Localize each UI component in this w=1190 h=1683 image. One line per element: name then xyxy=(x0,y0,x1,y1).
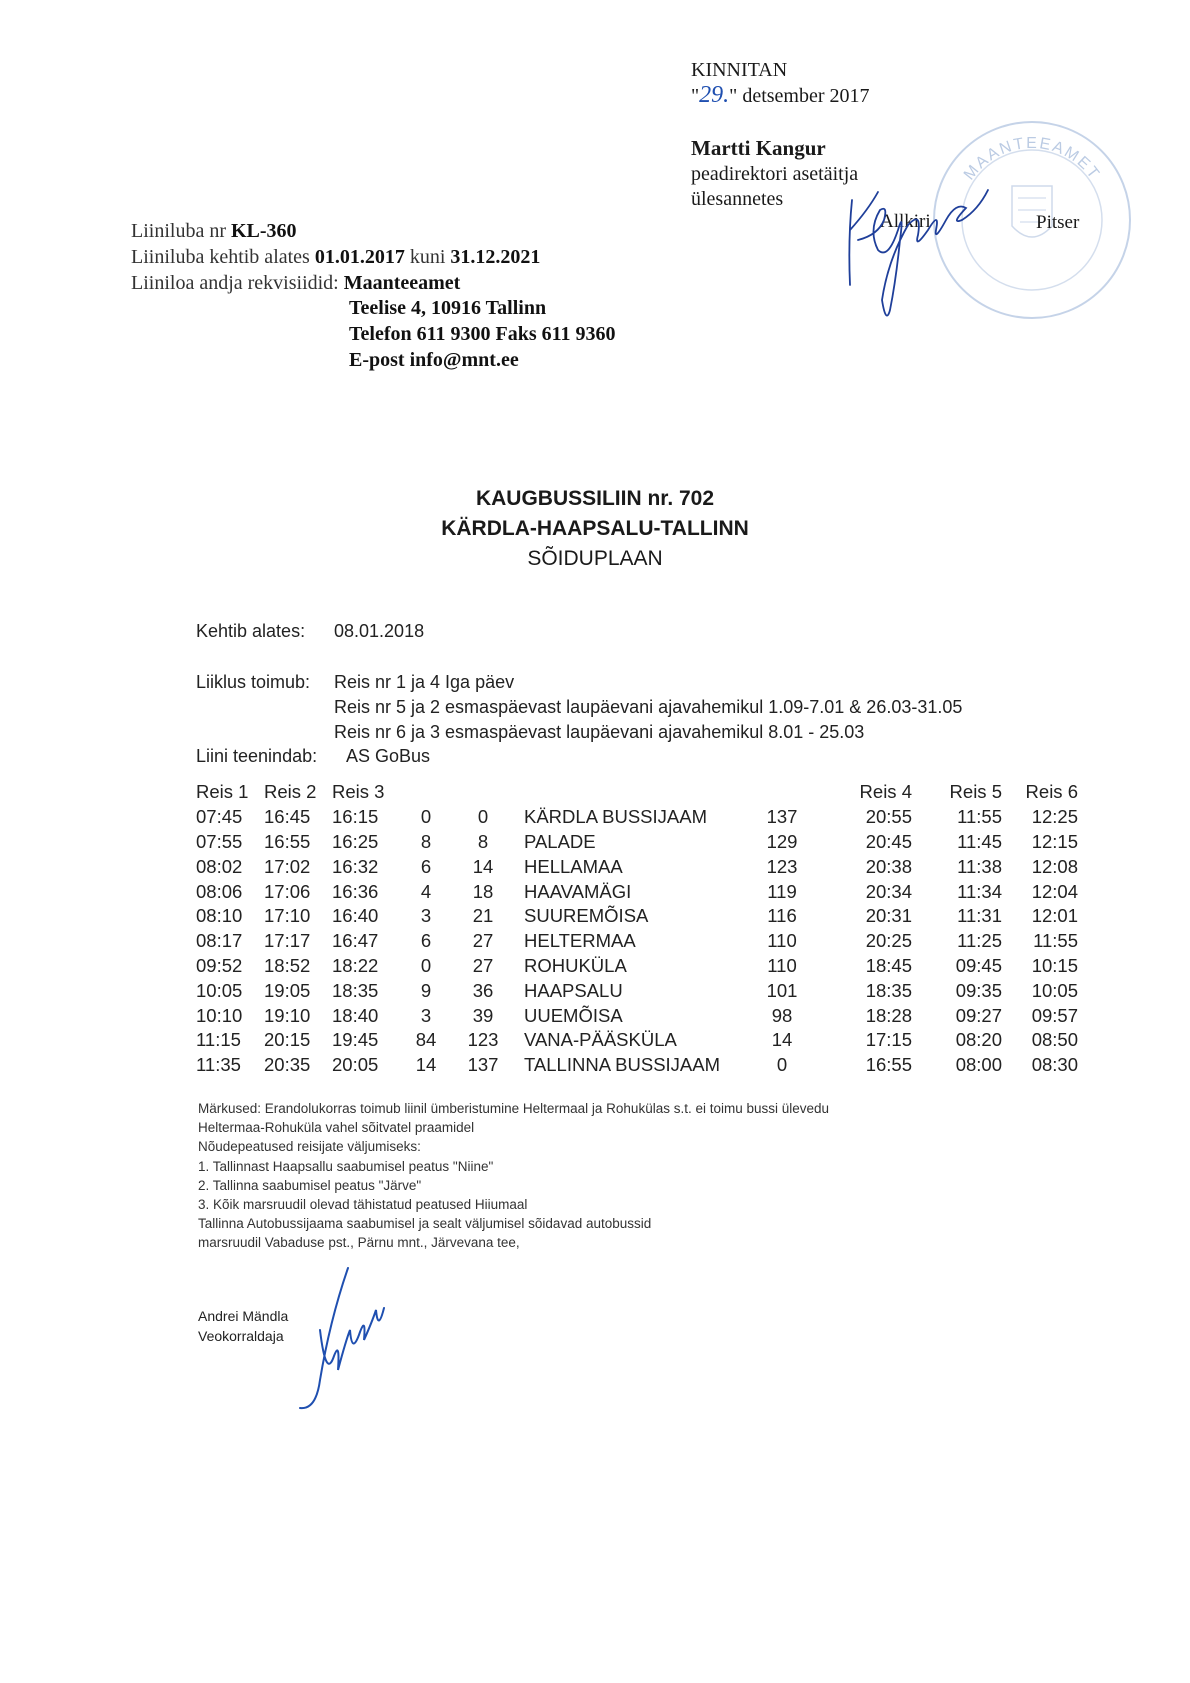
cell-reis-5: 09:45 xyxy=(955,954,1002,976)
cell-reis-6: 12:15 xyxy=(1031,830,1078,852)
cell-reis-6: 12:01 xyxy=(1031,905,1078,927)
schedule-row xyxy=(196,854,1078,879)
cell-reis-3: 16:32 xyxy=(332,855,379,877)
license-valid-from: 01.01.2017 xyxy=(314,246,405,268)
cell-stop-name: VANA-PÄÄSKÜLA xyxy=(524,1029,677,1051)
approval-date xyxy=(691,83,870,109)
cell-reverse-km: 110 xyxy=(767,930,797,952)
schedule-table xyxy=(196,780,1078,1078)
license-validity-line: Liiniluba kehtib alates 01.01.2017 kuni 31.12.2021 xyxy=(131,246,541,268)
issuer-address-block xyxy=(349,295,616,373)
cell-reis-4: 18:45 xyxy=(865,954,912,976)
schedule-row xyxy=(196,978,1078,1003)
cell-stop-name: SUUREMÕISA xyxy=(524,905,649,927)
schedule-body xyxy=(196,805,1078,1078)
svg-text:MAANTEEAMET xyxy=(961,135,1103,183)
title-line-route-name: KÄRDLA-HAAPSALU-TALLINN xyxy=(441,517,749,540)
license-valid-to: 31.12.2021 xyxy=(450,246,541,268)
operator-value: AS GoBus xyxy=(346,746,431,766)
cell-reis-1: 08:17 xyxy=(196,930,243,952)
license-number: KL-360 xyxy=(230,220,297,242)
cell-reis-1: 09:52 xyxy=(196,954,243,976)
stamp-text: MAANTEEAMET xyxy=(960,134,1104,184)
cell-reis-5: 11:45 xyxy=(957,830,1002,852)
header-reverse-km xyxy=(752,780,812,805)
cell-reis-2: 20:35 xyxy=(264,1054,311,1076)
signature-label: Allkiri xyxy=(880,211,931,232)
cell-reis-1: 08:10 xyxy=(196,905,243,927)
note-line: Heltermaa-Rohuküla vahel sõitvatel praamidel xyxy=(198,1120,475,1136)
schedule-header-row xyxy=(196,780,1078,805)
cell-cumulative-km: 27 xyxy=(472,954,494,976)
header-segment-km xyxy=(404,780,448,805)
cell-reis-3: 16:47 xyxy=(332,930,379,952)
header-reis-1: Reis 1 xyxy=(196,781,249,803)
cell-stop-name: HAAPSALU xyxy=(524,979,623,1001)
cell-cumulative-km: 21 xyxy=(472,905,494,927)
signature-bottom-icon xyxy=(280,1260,400,1420)
official-role-line1: peadirektori asetäitja xyxy=(691,163,859,185)
cell-segment-km: 14 xyxy=(415,1054,437,1076)
note-line: 2. Tallinna saabumisel peatus "Järve" xyxy=(198,1177,422,1193)
approval-heading: KINNITAN xyxy=(691,59,788,81)
cell-reis-4: 20:25 xyxy=(865,930,912,952)
cell-reis-5: 08:20 xyxy=(955,1029,1002,1051)
title-line-route-number: KAUGBUSSILIIN nr. 702 xyxy=(475,487,715,510)
header-reis-6: Reis 6 xyxy=(1025,781,1078,803)
cell-reverse-km: 98 xyxy=(771,1004,793,1026)
cell-reis-4: 20:45 xyxy=(865,830,912,852)
cell-stop-name: ROHUKÜLA xyxy=(524,954,627,976)
note-line: marsruudil Vabaduse pst., Pärnu mnt., Järvevana tee, xyxy=(198,1235,520,1251)
cell-reis-3: 16:36 xyxy=(332,880,379,902)
cell-reis-5: 09:35 xyxy=(955,979,1002,1001)
cell-reis-1: 08:02 xyxy=(196,855,243,877)
cell-cumulative-km: 27 xyxy=(472,930,494,952)
cell-segment-km: 3 xyxy=(420,1004,432,1026)
cell-reis-6: 10:15 xyxy=(1031,954,1078,976)
valid-from-label: Kehtib alates: xyxy=(196,621,306,641)
stamp-label: Pitser xyxy=(1036,212,1080,233)
issuer-phone: Telefon 611 9300 Faks 611 9360 xyxy=(349,323,616,345)
cell-reis-5: 11:25 xyxy=(957,930,1002,952)
cell-reverse-km: 101 xyxy=(766,979,798,1001)
cell-reis-2: 18:52 xyxy=(264,954,311,976)
issuer-email: E-post info@mnt.ee xyxy=(349,349,519,371)
cell-reis-2: 17:17 xyxy=(264,930,311,952)
cell-stop-name: HELTERMAA xyxy=(524,930,636,952)
cell-reis-6: 12:08 xyxy=(1031,855,1078,877)
cell-reis-2: 17:02 xyxy=(264,855,311,877)
schedule-row xyxy=(196,954,1078,979)
cell-reis-5: 11:38 xyxy=(957,855,1002,877)
cell-reis-5: 09:27 xyxy=(955,1004,1002,1026)
cell-reis-6: 11:55 xyxy=(1033,930,1078,952)
document-title xyxy=(0,484,1190,574)
cell-reis-6: 12:04 xyxy=(1031,880,1078,902)
title-line-schedule: SÕIDUPLAAN xyxy=(527,547,663,570)
cell-reverse-km: 123 xyxy=(766,855,798,877)
cell-reis-1: 11:15 xyxy=(196,1029,241,1051)
cell-reverse-km: 119 xyxy=(767,880,797,902)
header-reis-4: Reis 4 xyxy=(859,781,912,803)
cell-reis-3: 19:45 xyxy=(332,1029,379,1051)
cell-reis-1: 07:45 xyxy=(196,806,243,828)
cell-reis-2: 19:05 xyxy=(264,979,311,1001)
approval-block xyxy=(691,58,870,109)
license-block xyxy=(131,218,540,296)
cell-segment-km: 3 xyxy=(420,905,432,927)
cell-cumulative-km: 0 xyxy=(477,806,489,828)
cell-reis-5: 11:55 xyxy=(957,806,1002,828)
official-block xyxy=(691,136,858,212)
cell-cumulative-km: 14 xyxy=(472,855,494,877)
cell-reis-4: 20:34 xyxy=(865,880,912,902)
header-cumulative-km xyxy=(448,780,518,805)
cell-reis-5: 11:34 xyxy=(957,880,1002,902)
traffic-label: Liiklus toimub: xyxy=(196,672,311,692)
official-name: Martti Kangur xyxy=(691,136,826,160)
cell-reis-1: 08:06 xyxy=(196,880,243,902)
cell-segment-km: 0 xyxy=(420,954,432,976)
operator-label: Liini teenindab: xyxy=(196,746,318,766)
cell-reis-6: 08:30 xyxy=(1031,1054,1078,1076)
cell-reis-1: 07:55 xyxy=(196,830,243,852)
cell-reis-1: 10:10 xyxy=(196,1004,243,1026)
cell-reis-3: 20:05 xyxy=(332,1054,379,1076)
cell-reis-3: 16:25 xyxy=(332,830,379,852)
schedule-row xyxy=(196,904,1078,929)
cell-segment-km: 4 xyxy=(420,880,432,902)
cell-reverse-km: 137 xyxy=(766,806,798,828)
schedule-row xyxy=(196,929,1078,954)
signature-top-icon xyxy=(838,180,1008,330)
note-line: 1. Tallinnast Haapsallu saabumisel peatus "Niine" xyxy=(198,1158,494,1174)
signer-role: Veokorraldaja xyxy=(198,1328,284,1344)
cell-reis-4: 20:55 xyxy=(865,806,912,828)
cell-reis-3: 18:22 xyxy=(332,954,379,976)
cell-reis-3: 16:15 xyxy=(332,806,379,828)
header-stop xyxy=(518,780,752,805)
cell-reis-2: 17:10 xyxy=(264,905,311,927)
header-reis-3: Reis 3 xyxy=(332,781,385,803)
license-number-line: Liiniluba nr KL-360 xyxy=(131,220,297,242)
schedule-row xyxy=(196,805,1078,830)
cell-stop-name: TALLINNA BUSSIJAAM xyxy=(524,1054,721,1076)
note-line: 3. Kõik marsruudil olevad tähistatud peatused Hiiumaal xyxy=(198,1197,528,1213)
cell-reis-4: 18:28 xyxy=(865,1004,912,1026)
cell-reis-6: 12:25 xyxy=(1031,806,1078,828)
signer-name: Andrei Mändla xyxy=(198,1308,289,1324)
header-reis-2: Reis 2 xyxy=(264,781,317,803)
cell-segment-km: 6 xyxy=(420,930,432,952)
traffic-line-1: Reis nr 1 ja 4 Iga päev xyxy=(334,672,515,692)
cell-reverse-km: 14 xyxy=(771,1029,793,1051)
cell-stop-name: PALADE xyxy=(524,830,596,852)
cell-stop-name: UUEMÕISA xyxy=(524,1004,623,1026)
schedule-row xyxy=(196,1003,1078,1028)
cell-reverse-km: 116 xyxy=(767,905,797,927)
license-issuer-line: Liiniloa andja rekvisiidid: Maanteeamet xyxy=(131,272,461,294)
cell-reis-2: 20:15 xyxy=(264,1029,311,1051)
cell-reis-1: 10:05 xyxy=(196,979,243,1001)
approval-date-day: 29. xyxy=(699,82,730,108)
cell-reis-1: 11:35 xyxy=(196,1054,241,1076)
note-line: Nõudepeatused reisijate väljumiseks: xyxy=(198,1139,421,1155)
traffic-line-3: Reis nr 6 ja 3 esmaspäevast laupäevani ajavahemikul 8.01 - 25.03 xyxy=(334,722,865,742)
cell-reis-6: 09:57 xyxy=(1031,1004,1078,1026)
cell-segment-km: 6 xyxy=(420,855,432,877)
cell-reis-6: 08:50 xyxy=(1031,1029,1078,1051)
header-reis-5: Reis 5 xyxy=(949,781,1002,803)
cell-reverse-km: 0 xyxy=(776,1054,788,1076)
cell-reis-2: 17:06 xyxy=(264,880,311,902)
approval-date-quote: " xyxy=(691,85,700,107)
cell-reis-4: 16:55 xyxy=(865,1054,912,1076)
license-issuer: Maanteeamet xyxy=(343,272,461,294)
schedule-row xyxy=(196,830,1078,855)
issuer-address: Teelise 4, 10916 Tallinn xyxy=(349,297,547,319)
cell-reis-4: 20:31 xyxy=(865,905,912,927)
cell-reis-3: 16:40 xyxy=(332,905,379,927)
cell-segment-km: 9 xyxy=(420,979,432,1001)
note-line: Tallinna Autobussijaama saabumisel ja sealt väljumisel sõidavad autobussid xyxy=(198,1216,652,1232)
notes-block xyxy=(198,1099,829,1253)
signer-block xyxy=(198,1306,288,1346)
cell-cumulative-km: 36 xyxy=(472,979,494,1001)
cell-reis-5: 11:31 xyxy=(957,905,1002,927)
cell-reis-6: 10:05 xyxy=(1031,979,1078,1001)
cell-cumulative-km: 137 xyxy=(467,1054,499,1076)
note-line: Märkused: Erandolukorras toimub liinil ümberistumine Heltermaal ja Rohukülas s.t. ei toimu bussi ülevedu xyxy=(198,1101,830,1116)
cell-segment-km: 0 xyxy=(420,806,432,828)
schedule-row xyxy=(196,1028,1078,1053)
cell-cumulative-km: 8 xyxy=(477,830,489,852)
cell-reis-4: 18:35 xyxy=(865,979,912,1001)
cell-reis-4: 20:38 xyxy=(865,855,912,877)
cell-reverse-km: 129 xyxy=(766,830,798,852)
cell-stop-name: HAAVAMÄGI xyxy=(524,880,632,902)
cell-cumulative-km: 123 xyxy=(467,1029,499,1051)
cell-reis-5: 08:00 xyxy=(955,1054,1002,1076)
cell-segment-km: 8 xyxy=(420,830,432,852)
valid-from-value: 08.01.2018 xyxy=(334,621,425,641)
cell-reis-3: 18:35 xyxy=(332,979,379,1001)
cell-stop-name: KÄRDLA BUSSIJAAM xyxy=(524,806,708,828)
official-role-line2: ülesannetes xyxy=(691,188,784,210)
cell-reis-2: 19:10 xyxy=(264,1004,311,1026)
schedule-row xyxy=(196,1053,1078,1078)
cell-stop-name: HELLAMAA xyxy=(524,855,623,877)
cell-reis-3: 18:40 xyxy=(332,1004,379,1026)
approval-date-rest: " detsember 2017 xyxy=(729,85,870,107)
traffic-line-2: Reis nr 5 ja 2 esmaspäevast laupäevani ajavahemikul 1.09-7.01 & 26.03-31.05 xyxy=(334,697,963,717)
cell-cumulative-km: 18 xyxy=(472,880,494,902)
cell-cumulative-km: 39 xyxy=(472,1004,494,1026)
schedule-row xyxy=(196,879,1078,904)
cell-segment-km: 84 xyxy=(415,1029,437,1051)
cell-reis-2: 16:45 xyxy=(264,806,311,828)
cell-reis-4: 17:15 xyxy=(865,1029,912,1051)
cell-reis-2: 16:55 xyxy=(264,830,311,852)
cell-reverse-km: 110 xyxy=(767,954,797,976)
